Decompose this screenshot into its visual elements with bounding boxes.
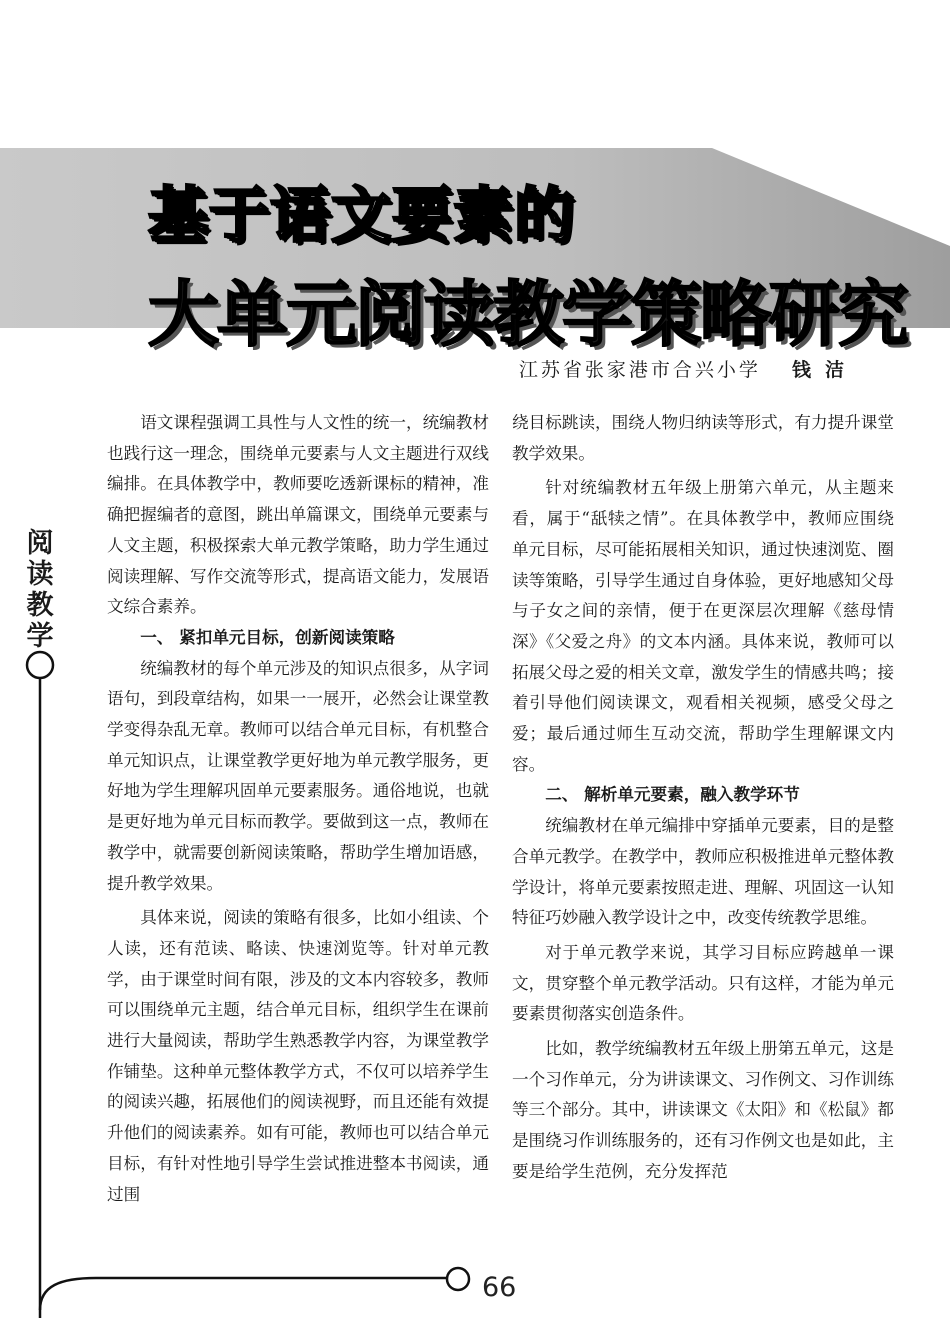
paragraph: 比如，教学统编教材五年级上册第五单元，这是一个习作单元，分为讲读课文、习作例文、习作训练等三个部分。其中，讲读课文《太阳》和《松鼠》都是围绕习作训练服务的，还有习作例文也是如此，主要是给学生范例，充分发挥范 [512, 1039, 894, 1181]
paragraph-intro: 语文课程强调工具性与人文性的统一，统编教材也践行这一理念，围绕单元要素与人文主题进行双线编排。在具体教学中，教师要吃透新课标的精神，准确把握编者的意图，跳出单篇课文，围绕单元要素与人文主题，积极探索大单元教学策略，助力学生通过阅读理解、写作交流等形式，提高语文能力，发展语文综合素养。 [107, 413, 489, 617]
paragraph: 针对统编教材五年级上册第六单元，从主题来看，属于“舐犊之情”。在具体教学中，教师应围绕单元目标，尽可能拓展相关知识，通过快速浏览、圈读等策略，引导学生通过自身体验，更好地感知父母与子女之间的亲情，便于在更深层次理解《慈母情深》《父爱之舟》的文本内涵。具体来说，教师可以拓展父母之爱的相关文章，激发学生的情感共鸣；接着引导他们阅读课文，观看相关视频，感受父母之爱；最后通过师生互动交流，帮助学生理解课文内容。 [512, 478, 894, 774]
paragraph-continued: 绕目标跳读，围绕人物归纳读等形式，有力提升课堂教学效果。 [512, 413, 894, 463]
article-title-line-1: 基于语文要素的 [148, 181, 575, 251]
page-number: 66 [482, 1272, 517, 1303]
article-title-line-2: 大单元阅读教学策略研究 [148, 273, 908, 356]
margin-circle-top [27, 652, 53, 678]
author-affiliation: 江苏省张家港市合兴小学 [518, 359, 761, 381]
paragraph: 统编教材的每个单元涉及的知识点很多，从字词语句，到段章结构，如果一一展开，必然会让课堂教学变得杂乱无章。教师可以结合单元目标，有机整合单元知识点，让课堂教学更好地为单元教学服务，更好地为学生理解巩固单元要素服务。通俗地说，也就是更好地为单元目标而教学。要做到这一点，教师在教学中，就需要创新阅读策略，帮助学生增加语感，提升教学效果。 [107, 658, 489, 893]
left-column [107, 408, 489, 1210]
paragraph: 对于单元教学来说，其学习目标应跨越单一课文，贯穿整个单元教学活动。只有这样，才能为单元要素贯彻落实创造条件。 [512, 942, 894, 1024]
author-name: 钱洁 [791, 359, 858, 381]
section-label: 阅读教学 [26, 528, 54, 652]
footer-circle [447, 1268, 469, 1290]
section-heading-2: 二、 解析单元要素，融入教学环节 [545, 785, 800, 805]
paragraph: 统编教材在单元编排中穿插单元要素，目的是整合单元教学。在教学中，教师应积极推进单元整体教学设计，将单元要素按照走进、理解、巩固这一认知特征巧妙融入教学设计之中，改变传统教学思维。 [512, 816, 894, 928]
right-column [512, 408, 894, 1188]
section-heading-1: 一、 紧扣单元目标，创新阅读策略 [140, 627, 395, 647]
paragraph: 具体来说，阅读的策略有很多，比如小组读、个人读，还有范读、略读、快速浏览等。针对单元教学，由于课堂时间有限，涉及的文本内容较多，教师可以围绕单元主题，结合单元目标，组织学生在课前进行大量阅读，帮助学生熟悉教学内容，为课堂教学作铺垫。这种单元整体教学方式，不仅可以培养学生的阅读兴趣，拓展他们的阅读视野，而且还能有效提升他们的阅读素养。如有可能，教师也可以结合单元目标，有针对性地引导学生尝试推进整本书阅读，通过围 [107, 908, 489, 1204]
footer-rule [40, 1278, 446, 1310]
